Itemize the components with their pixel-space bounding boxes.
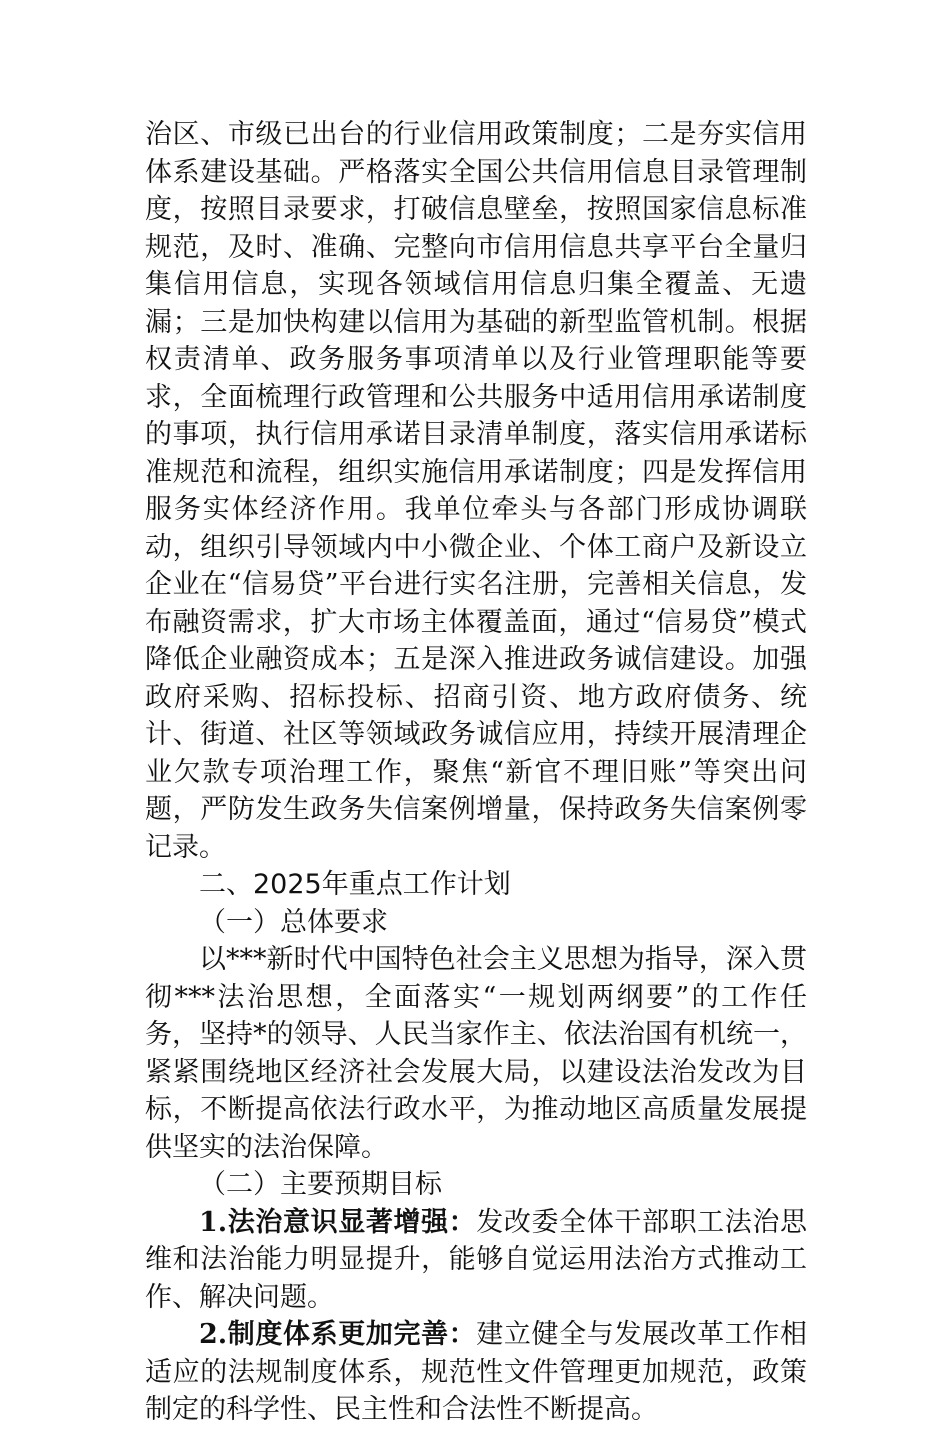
paragraph-credit-system: 治区、市级已出台的行业信用政策制度；二是夯实信用体系建设基础。严格落实全国公共信用信息目录管理制度，按照目录要求，打破信息壁垒，按照国家信息标准规范，及时、准确、完整向市信用信息共享平台全量归集信用信息，实现各领域信用信息归集全覆盖、无遗漏；三是加快构建以信用为基础的新型监管机制。根据权责清单、政务服务事项清单以及行业管理职能等要求，全面梳理行政管理和公共服务中适用信用承诺制度的事项，执行信用承诺目录清单制度，落实信用承诺标准规范和流程，组织实施信用承诺制度；四是发挥信用服务实体经济作用。我单位牵头与各部门形成协调联动，组织引导领域内中小微企业、个体工商户及新设立企业在“信易贷”平台进行实名注册，完善相关信息，发布融资需求，扩大市场主体覆盖面，通过“信易贷”模式降低企业融资成本；五是深入推进政务诚信建设。加强政府采购、招标投标、招商引资、地方政府债务、统计、街道、社区等领域政务诚信应用，持续开展清理企业欠款专项治理工作，聚焦“新官不理旧账”等突出问题，严防发生政务失信案例增量，保持政务失信案例零记录。 [145,119,807,863]
section-heading-2025-plan: 二、2025年重点工作计划 [199,869,511,900]
goal-item-1-text: 发改委全体干部职工法治思维和法治能力明显提升，能够自觉运用法治方式推动工作、解决问题。 [145,1206,808,1313]
goal-item-2 [145,1316,807,1429]
subsection-heading-expected-goals: （二）主要预期目标 [199,1169,442,1200]
goal-item-1 [145,1204,807,1317]
document-body [145,116,807,1429]
subsection-heading-general-requirements: （一）总体要求 [199,906,388,938]
goal-item-2-lead: 2.制度体系更加完善： [199,1319,477,1350]
paragraph-general-requirements: 以***新时代中国特色社会主义思想为指导，深入贯彻***法治思想，全面落实“一规划两纲要”的工作任务，坚持*的领导、人民当家作主、依法治国有机统一，紧紧围绕地区经济社会发展大局，以建设法治发改为目标，不断提高依法行政水平，为推动地区高质量发展提供坚实的法治保障。 [145,944,807,1163]
goal-item-2-text: 建立健全与发展改革工作相适应的法规制度体系，规范性文件管理更加规范，政策制定的科学性、民主性和合法性不断提高。 [145,1319,808,1425]
goal-item-1-lead: 1.法治意识显著增强： [199,1206,477,1238]
